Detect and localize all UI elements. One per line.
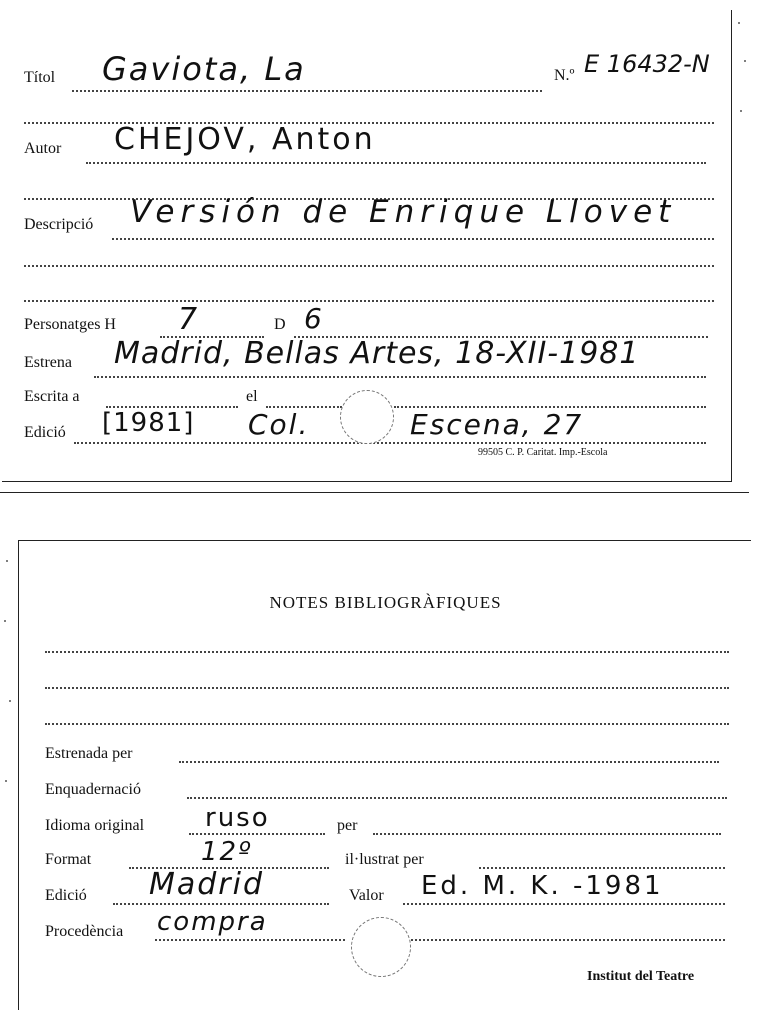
edicio-line xyxy=(113,903,329,905)
per-line xyxy=(373,833,721,835)
illustrat-line xyxy=(479,867,725,869)
valor-line xyxy=(403,903,725,905)
format-value: 12º xyxy=(201,837,253,867)
scan-speck xyxy=(738,22,740,24)
personatges-h-value: 7 xyxy=(178,302,200,337)
personatges-d-label: D xyxy=(274,316,286,333)
descripcio-value: Versión de Enrique Llovet xyxy=(130,194,677,230)
valor-value: Ed. M. K. -1981 xyxy=(421,871,664,901)
autor-label: Autor xyxy=(24,140,62,157)
procedencia-line xyxy=(155,939,345,941)
blank-line xyxy=(24,265,714,267)
punch-hole xyxy=(340,390,394,444)
titol-label: Títol xyxy=(24,69,56,86)
scan-speck xyxy=(744,60,746,62)
autor-value: CHEJOV, Anton xyxy=(114,122,376,157)
edicio-series: Escena, 27 xyxy=(410,408,584,441)
idioma-label: Idioma original xyxy=(45,817,145,834)
procedencia-label: Procedència xyxy=(45,923,124,940)
catalog-card-back xyxy=(18,540,751,1010)
catalog-card-front xyxy=(2,10,732,482)
blank-line xyxy=(24,300,714,302)
estrena-line xyxy=(94,376,706,378)
procedencia-line-right xyxy=(411,939,725,941)
illustrat-label: il·lustrat per xyxy=(345,851,424,868)
idioma-value: ruso xyxy=(205,803,270,833)
valor-label: Valor xyxy=(349,887,384,904)
format-label: Format xyxy=(45,851,92,868)
enquadernacio-line xyxy=(187,797,727,799)
card-separator xyxy=(0,492,749,493)
edicio-line xyxy=(74,442,706,444)
estrena-value: Madrid, Bellas Artes, 18-XII-1981 xyxy=(114,336,640,371)
punch-hole xyxy=(351,917,411,977)
estrenada-line xyxy=(179,761,719,763)
blank-line xyxy=(45,651,729,653)
titol-line xyxy=(72,90,542,92)
notes-heading: NOTES BIBLIOGRÀFIQUES xyxy=(269,593,502,612)
scan-speck xyxy=(4,620,6,622)
scan-speck xyxy=(6,560,8,562)
titol-value: Gaviota, La xyxy=(102,50,306,88)
blank-line xyxy=(45,723,729,725)
num-label: N.º xyxy=(554,67,575,84)
el-label: el xyxy=(246,388,258,405)
idioma-line xyxy=(189,833,325,835)
estrenada-label: Estrenada per xyxy=(45,745,133,762)
per-label: per xyxy=(337,817,358,834)
enquadernacio-label: Enquadernació xyxy=(45,781,141,798)
edicio-label: Edició xyxy=(24,424,66,441)
edicio-label: Edició xyxy=(45,887,87,904)
edicio-col: Col. xyxy=(248,408,310,441)
scan-speck xyxy=(740,110,742,112)
procedencia-value: compra xyxy=(157,907,268,937)
num-value: E 16432-N xyxy=(584,50,710,78)
blank-line xyxy=(45,687,729,689)
descripcio-line xyxy=(112,238,714,240)
edicio-year: [1981] xyxy=(102,408,195,438)
printer-line: 99505 C. P. Caritat. Imp.-Escola xyxy=(478,447,608,458)
escrita-label: Escrita a xyxy=(24,388,80,405)
scan-speck xyxy=(5,780,7,782)
scan-speck xyxy=(9,700,11,702)
estrena-label: Estrena xyxy=(24,354,72,371)
edicio-value: Madrid xyxy=(149,867,265,902)
footer-institution: Institut del Teatre xyxy=(587,969,695,984)
personatges-h-label: Personatges H xyxy=(24,316,116,333)
autor-line xyxy=(86,162,706,164)
personatges-d-value: 6 xyxy=(304,302,324,335)
descripcio-label: Descripció xyxy=(24,216,94,233)
